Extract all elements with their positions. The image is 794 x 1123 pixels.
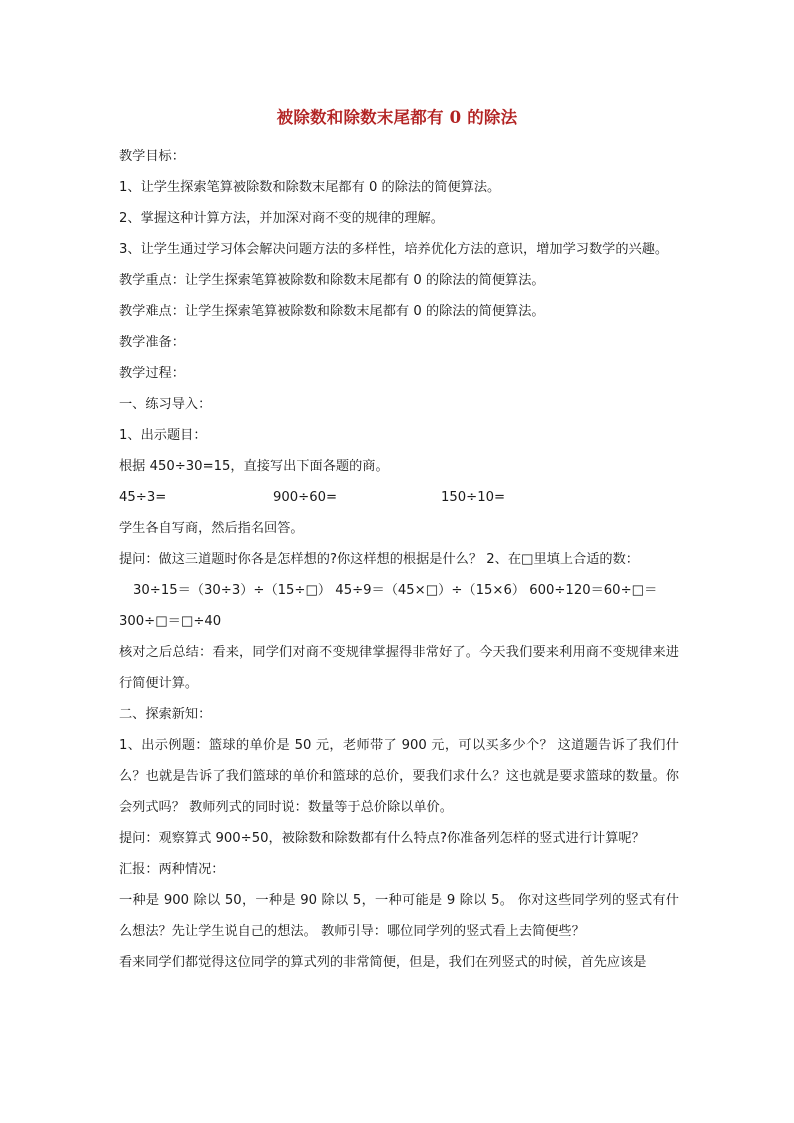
objective-3: 3、让学生通过学习体会解决问题方法的多样性，培养优化方法的意识，增加学习数学的兴趣。 <box>119 242 669 257</box>
section-2-heading: 二、探索新知： <box>119 707 212 722</box>
document-title: 被除数和除数末尾都有 0 的除法 <box>276 108 518 127</box>
formula-item: 900÷60= <box>273 490 338 505</box>
objectives-heading: 教学目标： <box>119 149 185 164</box>
closing-line: 看来同学们都觉得这位同学的算式列的非常简便，但是，我们在列竖式的时候，首先应该是 <box>119 955 647 970</box>
fill-blank-line-2: 300÷□＝□÷40 <box>119 614 222 629</box>
difficult-point: 教学难点：让学生探索笔算被除数和除数末尾都有 0 的除法的简便算法。 <box>119 304 545 319</box>
key-point: 教学重点：让学生探索笔算被除数和除数末尾都有 0 的除法的简便算法。 <box>119 273 545 288</box>
document-body <box>119 141 679 978</box>
report-heading: 汇报：两种情况： <box>119 862 225 877</box>
formula-item: 150÷10= <box>441 490 506 505</box>
question-2: 提问：观察算式 900÷50，被除数和除数都有什么特点?你准备列怎样的竖式进行计算呢？ <box>119 831 645 846</box>
objective-1: 1、让学生探索笔算被除数和除数末尾都有 0 的除法的简便算法。 <box>119 180 501 195</box>
given-equation: 根据 450÷30=15，直接写出下面各题的商。 <box>119 459 389 474</box>
process-heading: 教学过程： <box>119 366 185 381</box>
preparation-heading: 教学准备： <box>119 335 185 350</box>
step-1: 1、出示题目： <box>119 428 207 443</box>
fill-blank-line-1: 30÷15＝（30÷3）÷（15÷□） 45÷9＝（45×□）÷（15×6） 600÷120＝60÷□＝ <box>133 583 658 598</box>
objective-2: 2、掌握这种计算方法，并加深对商不变的规律的理解。 <box>119 211 444 226</box>
summary-paragraph: 核对之后总结：看来，同学们对商不变规律掌握得非常好了。今天我们要来利用商不变规律来进行简便计算。 <box>119 645 679 691</box>
section-1-heading: 一、练习导入： <box>119 397 212 412</box>
question-1: 提问：做这三道题时你各是怎样想的?你这样想的根据是什么？ 2、在□里填上合适的数： <box>119 552 639 567</box>
cases-paragraph: 一种是 900 除以 50，一种是 90 除以 5，一种可能是 9 除以 5。 你对这些同学列的竖式有什么想法？先让学生说自己的想法。 教师引导：哪位同学列的竖式看上去简便些？ <box>119 893 679 939</box>
formula-item: 45÷3= <box>119 490 167 505</box>
formula-row <box>119 482 679 513</box>
answer-instruction: 学生各自写商，然后指名回答。 <box>119 521 304 536</box>
example-paragraph: 1、出示例题：篮球的单价是 50 元，老师带了 900 元，可以买多少个？ 这道题告诉了我们什么？也就是告诉了我们篮球的单价和篮球的总价，要我们求什么？这也就是要求篮球的数量。你会列式吗？ 教师列式的同时说：数量等于总价除以单价。 <box>119 738 679 815</box>
